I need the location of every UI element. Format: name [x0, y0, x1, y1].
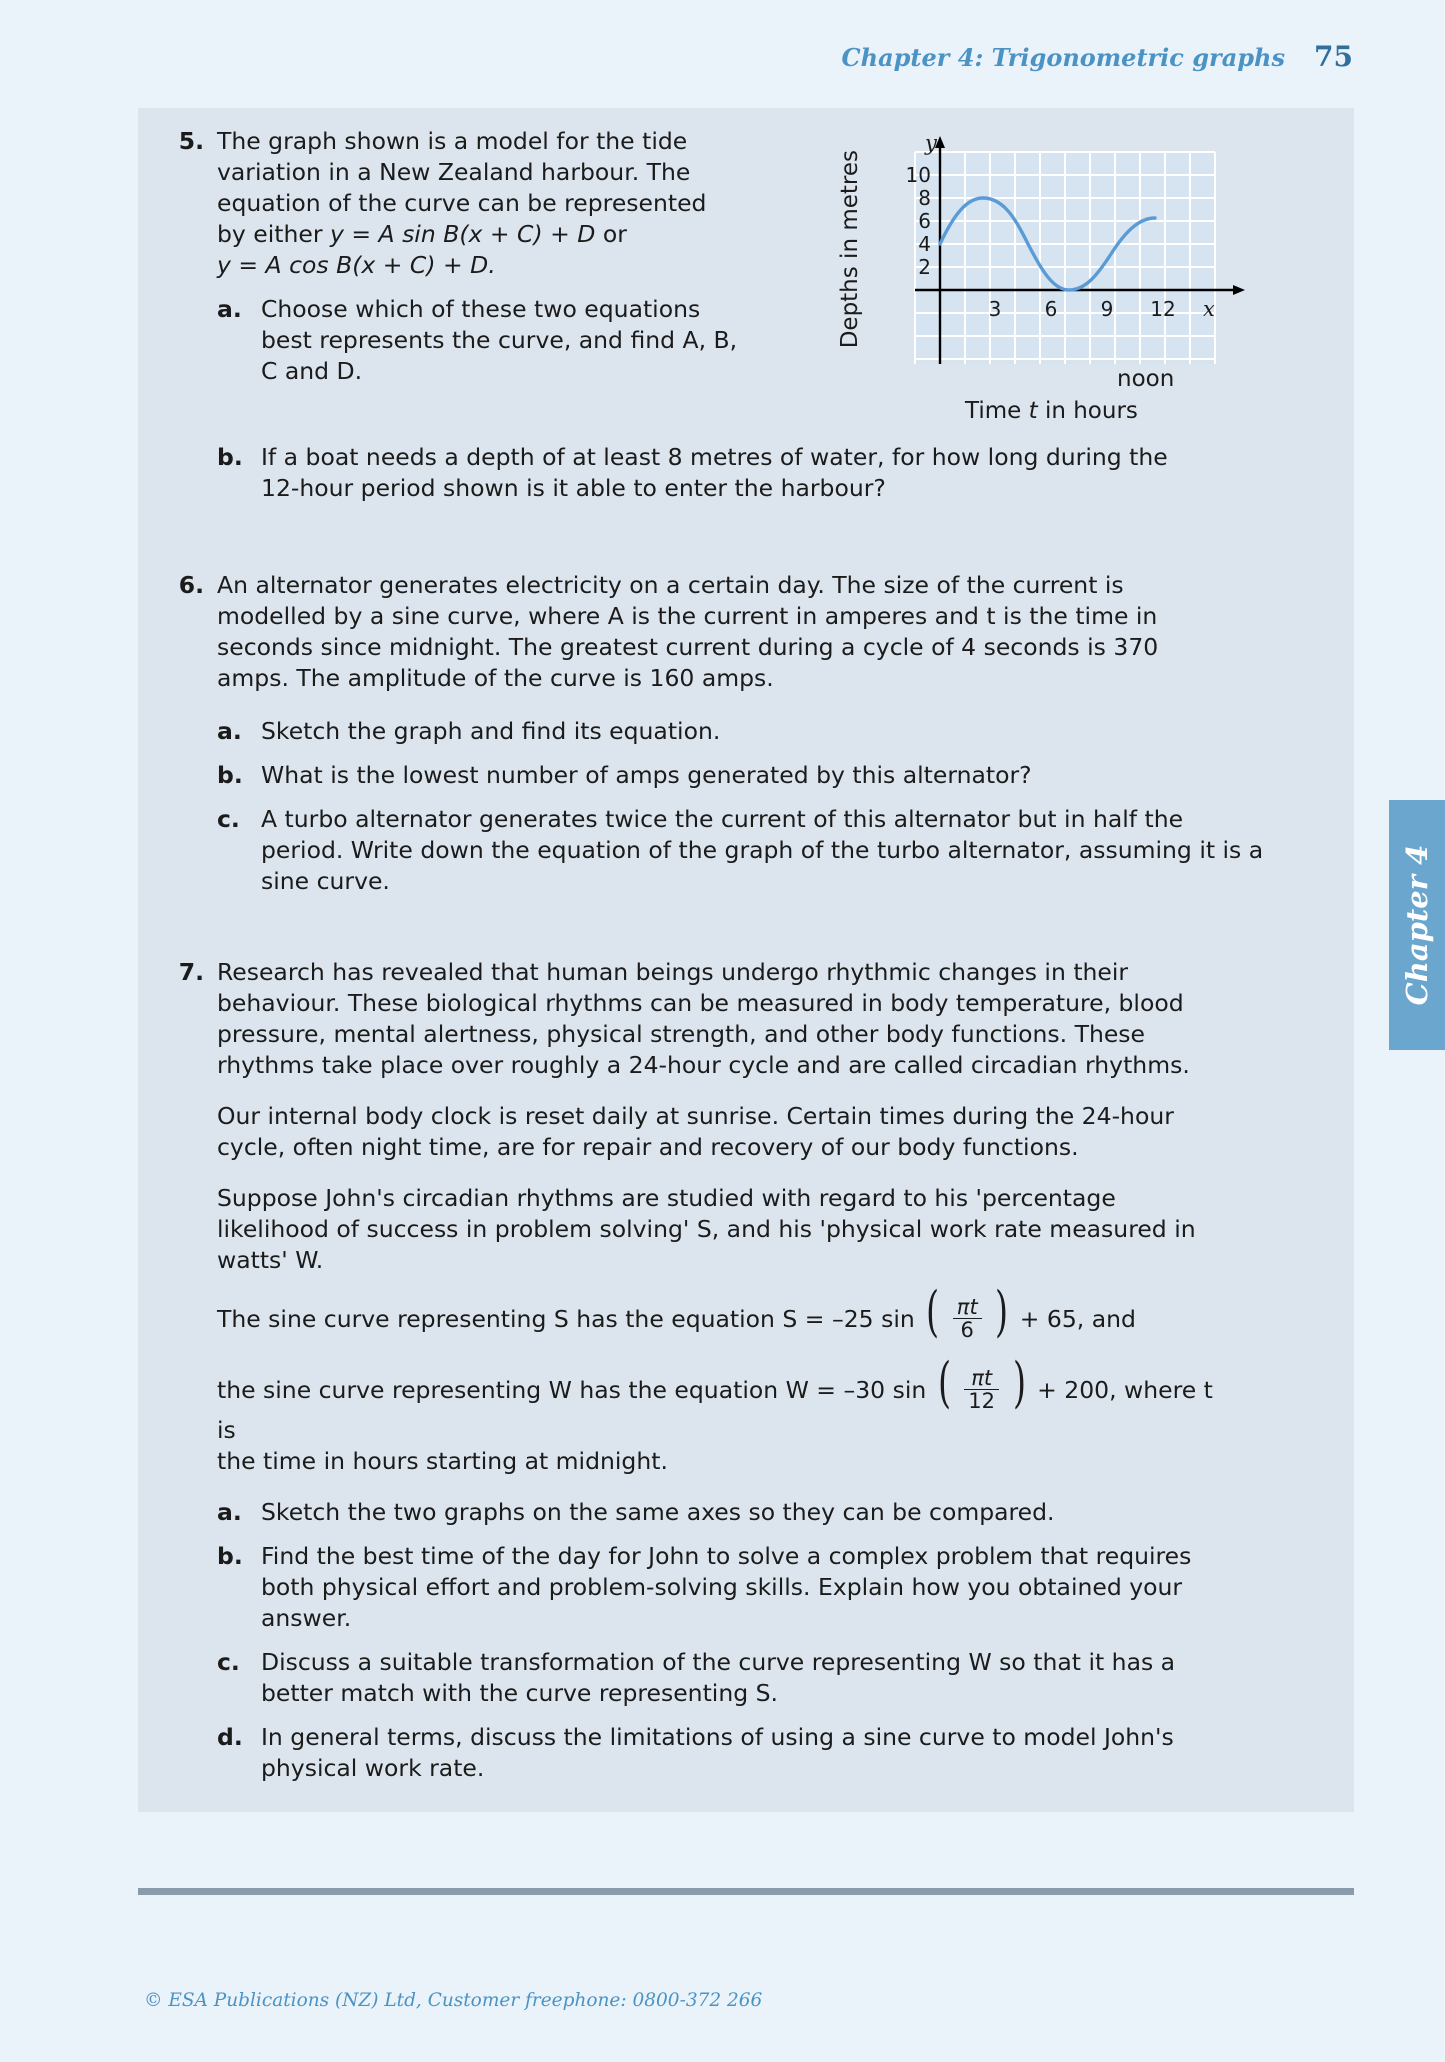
chapter-side-tab — [1389, 800, 1445, 1050]
page-header — [0, 0, 1445, 92]
q5-line4-equation: y = A sin B(x + C) + D — [329, 220, 596, 249]
footer-copyright: © ESA Publications (NZ) Ltd, Customer freephone: 0800-372 266 — [144, 1990, 763, 2011]
question-7-number: 7. — [178, 958, 204, 987]
eq-s-prefix: The sine curve representing S has the equation S = –25 sin — [217, 1305, 915, 1334]
question-5-part-b — [217, 442, 1294, 504]
q5-intro-line-3: equation of the curve can be represented — [217, 189, 707, 218]
question-7-part-c — [217, 1647, 1214, 1709]
question-7-part-b-text: Find the best time of the day for John to solve a complex problem that requires both physical effort and problem-solving skills. Explain how you obtained your answer. — [261, 1541, 1192, 1632]
header-page-number: 75 — [1314, 40, 1353, 73]
q5-line4-post: or — [595, 220, 627, 249]
question-7-part-c-letter: c. — [217, 1647, 240, 1676]
svg-text:10: 10 — [905, 163, 931, 187]
svg-text:3: 3 — [988, 297, 1002, 321]
page-footer — [0, 1966, 1445, 2062]
tide-graph-svg — [855, 134, 1255, 394]
question-5-intro — [217, 126, 837, 281]
eq-s-denominator: 6 — [953, 1318, 982, 1341]
question-7 — [138, 957, 1354, 1783]
question-6 — [138, 570, 1354, 897]
svg-text:2: 2 — [918, 255, 931, 279]
question-7-paragraph-2: Our internal body clock is reset daily at sunrise. Certain times during the 24-hour cycle, often night time, are for repair and recovery of our body functions. — [217, 1102, 1174, 1162]
q5b-line-1: If a boat needs a depth of at least 8 metres of water, for how long during the — [261, 443, 1168, 471]
svg-text:6: 6 — [918, 209, 931, 233]
question-6-intro: An alternator generates electricity on a certain day. The size of the current is modelled by a sine curve, where A is the current in amperes and t is the time in seconds since midnight. The greatest current during a cycle of 4 seconds is 370 amps. The amplitude of the curve is 160 amps. — [217, 571, 1159, 693]
question-6-part-b-text: What is the lowest number of amps generated by this alternator? — [261, 761, 1032, 790]
question-6-number: 6. — [178, 571, 204, 600]
chapter-side-tab-label: Chapter 4 — [1400, 844, 1434, 1006]
question-6-part-b-letter: b. — [217, 761, 243, 790]
svg-text:6: 6 — [1044, 297, 1058, 321]
question-6-part-a-letter: a. — [217, 717, 242, 746]
question-5-figure — [837, 126, 1294, 426]
eq-s-suffix: + 65, and — [1019, 1305, 1136, 1334]
q5a-line-2: best represents the curve, and find A, B, — [261, 326, 738, 355]
svg-text:y: y — [925, 134, 937, 155]
question-7-part-c-text: Discuss a suitable transformation of the curve representing W so that it has a better match with the curve representing S. — [261, 1647, 1176, 1707]
graph-x-axis-label: Time t in hours — [965, 398, 1138, 424]
graph-y-axis-label: Depths in metres — [837, 150, 863, 349]
question-7-part-b — [217, 1541, 1214, 1634]
question-6-part-c-letter: c. — [217, 805, 240, 834]
question-7-paragraph-1: Research has revealed that human beings undergo rhythmic changes in their behaviour. These biological rhythms can be measured in body temperature, blood pressure, mental alertness, physical strength, and other body functions. These rhythms take place over roughly a 24-hour cycle and are called circadian rhythms. — [217, 958, 1190, 1080]
tide-graph — [837, 134, 1255, 424]
question-7-part-d-letter: d. — [217, 1722, 243, 1751]
graph-noon-annotation: noon — [1117, 366, 1175, 392]
question-7-part-d — [217, 1722, 1214, 1784]
content-panel — [138, 108, 1354, 1812]
q5-intro-line-2: variation in a New Zealand harbour. The — [217, 158, 691, 187]
q5-intro-line-1: The graph shown is a model for the tide — [217, 127, 688, 155]
question-6-part-c-text: A turbo alternator generates twice the current of this alternator but in half the period. Write down the equation of the graph of the turbo alternator, assuming it is a sine curve. — [261, 805, 1264, 896]
question-7-part-d-text: In general terms, discuss the limitations of using a sine curve to model John's physical work rate. — [261, 1722, 1174, 1782]
eq-w-fraction — [964, 1367, 999, 1412]
question-7-equation-s: The sine curve representing S has the equation S = –25 sin ( $\frac{\pi t}{6}$ ) + 65, and — [217, 1280, 1136, 1344]
question-6-part-c — [217, 804, 1294, 897]
question-7-equation-w-tail: the time in hours starting at midnight. — [217, 1446, 668, 1475]
eq-w-denominator: 12 — [964, 1389, 999, 1412]
question-5-number: 5. — [178, 127, 204, 155]
svg-text:9: 9 — [1100, 297, 1114, 321]
question-7-part-a-text: Sketch the two graphs on the same axes so they can be compared. — [261, 1497, 1055, 1526]
content-bottom-rule — [138, 1888, 1354, 1895]
eq-s-fraction — [953, 1296, 982, 1341]
question-7-part-a — [217, 1497, 1214, 1528]
header-chapter-title: Chapter 4: Trigonometric graphs — [841, 43, 1285, 72]
eq-s-numerator: πt — [956, 1295, 978, 1320]
question-7-paragraph-3: Suppose John's circadian rhythms are studied with regard to his 'percentage likelihood of success in problem solving' S, and his 'physical work rate measured in watts' W. — [217, 1184, 1196, 1275]
q5a-line-1: Choose which of these two equations — [261, 295, 701, 324]
question-7-equation-w: the sine curve representing W has the equation W = –30 sin ( $\frac{\pi t}{12}$ ) + 200, where t is — [217, 1351, 1213, 1444]
svg-text:8: 8 — [918, 186, 931, 210]
q5-intro-line-5: y = A cos B(x + C) + D. — [217, 251, 496, 280]
svg-text:x: x — [1203, 297, 1215, 321]
q5a-line-3: C and D. — [261, 357, 363, 386]
question-5 — [138, 126, 1354, 504]
question-5-part-b-letter: b. — [217, 443, 243, 471]
q5b-line-2: 12-hour period shown is it able to enter the harbour? — [261, 474, 886, 503]
svg-text:4: 4 — [918, 232, 931, 256]
question-5-part-a-letter: a. — [217, 295, 242, 324]
svg-text:12: 12 — [1150, 297, 1176, 321]
question-7-part-a-letter: a. — [217, 1497, 242, 1526]
eq-w-suffix: + 200, where t is — [217, 1376, 1213, 1444]
question-7-part-b-letter: b. — [217, 1541, 243, 1570]
question-6-part-b — [217, 760, 1294, 791]
q5-intro-line-4 — [217, 219, 837, 250]
question-6-part-a-text: Sketch the graph and find its equation. — [261, 717, 721, 746]
question-6-part-a — [217, 716, 1294, 747]
eq-w-numerator: πt — [971, 1366, 993, 1391]
q5-line4-pre: by either — [217, 220, 330, 249]
eq-w-prefix: the sine curve representing W has the equation W = –30 sin — [217, 1376, 927, 1405]
question-5-part-a — [217, 294, 837, 387]
